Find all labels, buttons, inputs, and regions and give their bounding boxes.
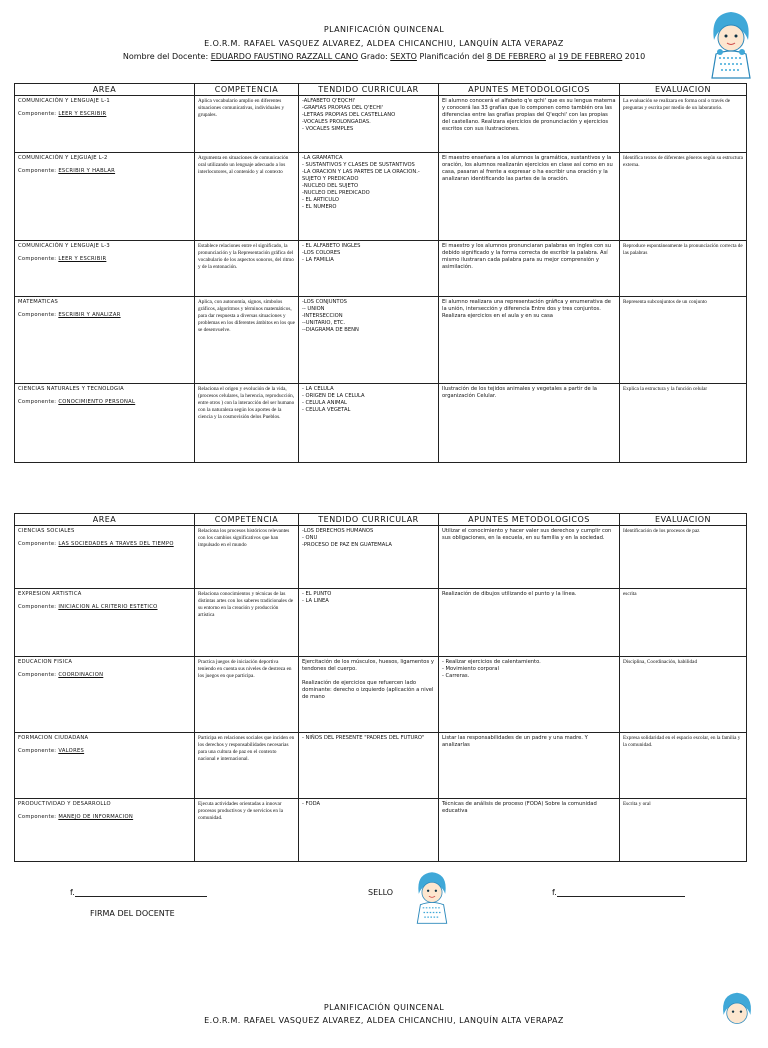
component-line <box>18 399 191 406</box>
competencia-cell: Relaciona los procesos históricos relevantes con los cambios significativos que han impulsado en el mundo <box>195 526 299 589</box>
evaluacion-cell: Identificación de los procesos de paz <box>620 526 747 589</box>
component-line <box>18 748 191 755</box>
area-cell <box>15 589 195 657</box>
component-label: Componente: <box>18 256 57 263</box>
evaluacion-cell: Reproduce espontáneamente la pronunciación correcta de las palabras <box>620 241 747 297</box>
area-cell <box>15 153 195 241</box>
area-name: CIENCIAS NATURALES Y TECNOLOGIA <box>18 386 125 392</box>
area-name: PRODUCTIVIDAD Y DESARROLLO <box>18 801 111 807</box>
signature-line-left <box>75 888 207 897</box>
tendido-cell: - NIÑOS DEL PRESENTE "PADRES DEL FUTURO" <box>299 733 439 799</box>
signature-right <box>552 888 685 897</box>
col-tendido: TENDIDO CURRICULAR <box>299 514 439 526</box>
tendido-cell: -ALFABETO Q'EQCHI' -GRAFIAS PROPIAS DEL Q'ECHI' -LETRAS PROPIAS DEL CASTELLANO -VOCALES PROLONGADAS. - VOCALES SIMPLES <box>299 96 439 153</box>
evaluacion-cell: Disciplina, Coordinación, habilidad <box>620 657 747 733</box>
area-name: MATEMATICAS <box>18 299 59 305</box>
tendido-cell: - FODA <box>299 799 439 862</box>
apuntes-cell: - Realizar ejercicios de calentamiento. - Movimiento corporal - Carreras. <box>439 657 620 733</box>
col-competencia: COMPETENCIA <box>195 84 299 96</box>
school-name: E.O.R.M. RAFAEL VASQUEZ ALVAREZ, ALDEA CHICANCHIU, LANQUÍN ALTA VERAPAZ <box>204 39 564 48</box>
f-right-label: f. <box>552 888 557 897</box>
component-value: LEER Y ESCRIBIR <box>58 111 107 118</box>
firma-docente-label: FIRMA DEL DOCENTE <box>90 909 175 918</box>
table-row <box>15 384 747 463</box>
page-title: PLANIFICACIÓN QUINCENAL <box>323 25 445 34</box>
competencia-cell: Practica juegos de iniciación deportiva teniendo en cuenta sus niveles de destreza en los juegos en que participa. <box>195 657 299 733</box>
table-row <box>15 526 747 589</box>
tendido-cell: - EL PUNTO - LA LINEA <box>299 589 439 657</box>
docente-line <box>0 52 768 61</box>
component-line <box>18 541 191 548</box>
table-row <box>15 733 747 799</box>
area-name: EDUCACION FISICA <box>18 659 73 665</box>
evaluacion-cell: La evaluación se realizara en forma oral o través de preguntas y escrita por medio de un laboratorio. <box>620 96 747 153</box>
table-row <box>15 153 747 241</box>
col-evaluacion: EVALUACION <box>620 84 747 96</box>
anio: 2010 <box>624 52 646 61</box>
fecha-hasta: 19 DE FEBRERO <box>558 52 623 61</box>
evaluacion-cell: Escrita y oral <box>620 799 747 862</box>
footer-girl-icon <box>712 988 762 1048</box>
girl-illustration-icon <box>700 6 762 82</box>
footer-school: E.O.R.M. RAFAEL VASQUEZ ALVAREZ, ALDEA CHICANCHIU, LANQUÍN ALTA VERAPAZ <box>204 1016 564 1025</box>
evaluacion-cell: Identifica textos de diferentes géneros según su estructura externa. <box>620 153 747 241</box>
tendido-cell: -LA GRAMATICA - SUSTANTIVOS Y CLASES DE SUSTANTIVOS -LA ORACION Y LAS PARTES DE LA ORACION.- SUJETO Y PREDICADO -NUCLEO DEL SUJETO -NUCLEO DEL PREDICADO - EL ARTICULO - EL NUMERO <box>299 153 439 241</box>
planning-table-2 <box>14 513 747 862</box>
tendido-cell: - LA CELULA - ORIGEN DE LA CELULA - CELULA ANIMAL - CELULA VEGETAL <box>299 384 439 463</box>
col-area: AREA <box>15 514 195 526</box>
area-cell <box>15 297 195 384</box>
competencia-cell: Aplica vocabulario amplio en diferentes situaciones comunicativas, individuales y grupales. <box>195 96 299 153</box>
competencia-cell: Establece relaciones entre el significado, la pronunciación y la Representación gráfica del vocabulario de los aspectos sonoros, del ritmo y de la entonación. <box>195 241 299 297</box>
area-cell <box>15 241 195 297</box>
component-line <box>18 604 191 611</box>
apuntes-cell: Realización de dibujos utilizando el punto y la línea. <box>439 589 620 657</box>
component-line <box>18 672 191 679</box>
table-header-row <box>15 84 747 96</box>
competencia-cell: Argumenta en situaciones de comunicación oral utilizando un lenguaje adecuado a los interlocutores, al contenido y al contexto <box>195 153 299 241</box>
table-row <box>15 589 747 657</box>
table-row <box>15 297 747 384</box>
competencia-cell: Ejecuta actividades orientadas a innovar procesos productivos y de servicios en la comunidad. <box>195 799 299 862</box>
signature-left <box>70 888 207 897</box>
evaluacion-cell: Representa subconjuntos de un conjunto <box>620 297 747 384</box>
apuntes-cell: El maestro y los alumnos pronunciaran palabras en ingles con su debido significado y la forma correcta de escribir la palabra. Así mismo ilustraran cada palabra para su mejor comprensión y asimilación. <box>439 241 620 297</box>
component-label: Componente: <box>18 814 57 821</box>
table-row <box>15 241 747 297</box>
component-line <box>18 312 191 319</box>
table-row <box>15 96 747 153</box>
component-value: INICIACION AL CRITERIO ESTETICO <box>58 604 158 611</box>
evaluacion-cell: Explica la estructura y la función celular <box>620 384 747 463</box>
col-area: AREA <box>15 84 195 96</box>
grado-label: Grado: <box>360 52 388 61</box>
grado-value: SEXTO <box>390 52 417 61</box>
component-label: Componente: <box>18 399 57 406</box>
tendido-cell: Ejercitación de los músculos, huesos, ligamentos y tendones del cuerpo. Realización de ejercicios que refuercen lado dominante: derecho o izquierdo (aplicación a nivel de mano <box>299 657 439 733</box>
col-evaluacion: EVALUACION <box>620 514 747 526</box>
component-label: Componente: <box>18 604 57 611</box>
area-cell <box>15 799 195 862</box>
sello-label: SELLO <box>368 888 394 897</box>
evaluacion-cell: escrita <box>620 589 747 657</box>
docente-label: Nombre del Docente: <box>122 52 209 61</box>
fecha-desde: 8 DE FEBRERO <box>486 52 546 61</box>
component-line <box>18 814 191 821</box>
stamp-girl-icon <box>408 862 456 932</box>
component-line <box>18 168 191 175</box>
apuntes-cell: Listar las responsabilidades de un padre y una madre. Y analizarlas <box>439 733 620 799</box>
table-header-row <box>15 514 747 526</box>
tendido-cell: -LOS DERECHOS HUMANOS - ONU -PROCESO DE PAZ EN GUATEMALA <box>299 526 439 589</box>
area-name: COMUNICACIÓN Y LEJGUAJE L-2 <box>18 155 108 161</box>
component-label: Componente: <box>18 312 57 319</box>
area-cell <box>15 96 195 153</box>
component-label: Componente: <box>18 748 57 755</box>
component-line <box>18 111 191 118</box>
table-row <box>15 799 747 862</box>
component-value: ESCRIBIR Y ANALIZAR <box>58 312 121 319</box>
competencia-cell: Aplica, con autonomía, signos, símbolos gráficos, algoritmos y términos matemáticos, para dar respuesta a diversas situaciones y problemas en los diferentes ámbitos en los que se desenvuelve. <box>195 297 299 384</box>
docente-name: EDUARDO FAUSTINO RAZZALL CANO <box>210 52 359 61</box>
tendido-cell: - EL ALFABETO INGLES -LOS COLORES - LA FAMILIA <box>299 241 439 297</box>
col-apuntes: APUNTES METODOLOGICOS <box>439 84 620 96</box>
component-label: Componente: <box>18 541 57 548</box>
planificacion-label: Planificación del <box>419 52 485 61</box>
col-competencia: COMPETENCIA <box>195 514 299 526</box>
col-tendido: TENDIDO CURRICULAR <box>299 84 439 96</box>
component-value: MANEJO DE INFORMACION <box>58 814 134 821</box>
evaluacion-cell: Expresa solidaridad en el espacio escolar, en la familia y la comunidad. <box>620 733 747 799</box>
planning-table-1 <box>14 83 747 463</box>
area-cell <box>15 526 195 589</box>
area-name: CIENCIAS SOCIALES <box>18 528 75 534</box>
component-value: LAS SOCIEDADES A TRAVES DEL TIEMPO <box>58 541 174 548</box>
component-label: Componente: <box>18 672 57 679</box>
apuntes-cell: El alumno conocerá el alfabeto q'e qchi' que es su lengua materna y conocerá las 33 grafías que lo componen como también ora las diferencias entre las grafías propias del Q'eqchi' con las propias del castellano. Realizara ejercicios de pronunciación y ejercicios escritos con sus ilustraciones. <box>439 96 620 153</box>
area-cell <box>15 657 195 733</box>
component-value: VALORES <box>58 748 85 755</box>
component-value: CONOCIMIENTO PERSONAL <box>58 399 136 406</box>
signature-line-right <box>557 888 685 897</box>
tendido-cell: -LOS CONJUNTOS -- UNION -INTERSECCION --UNITARIO, ETC. --DIAGRAMA DE BENN <box>299 297 439 384</box>
footer-title: PLANIFICACIÓN QUINCENAL <box>323 1003 445 1012</box>
competencia-cell: Participa en relaciones sociales que inciden en los derechos y responsabilidades necesarias para una cultura de paz en el contexto nacional e internacional. <box>195 733 299 799</box>
component-value: LEER Y ESCRIBIR <box>58 256 107 263</box>
competencia-cell: Relaciona conocimientos y técnicas de las distintas artes con los saberes tradicionales de su entorno en la creación y producción artística <box>195 589 299 657</box>
al-label: al <box>548 52 556 61</box>
area-cell <box>15 384 195 463</box>
area-name: EXPRESION ARTISTICA <box>18 591 82 597</box>
area-name: FORMACION CIUDADANA <box>18 735 89 741</box>
f-left-label: f. <box>70 888 75 897</box>
component-line <box>18 256 191 263</box>
apuntes-cell: Utilizar el conocimiento y hacer valer sus derechos y cumplir con sus obligaciones, en la escuela, en su familia y en la sociedad. <box>439 526 620 589</box>
component-value: ESCRIBIR Y HABLAR <box>58 168 116 175</box>
apuntes-cell: El alumno realizara una representación gráfica y enumerativa de la unión, intersección y diferencia Entre dos y tres conjuntos. Realizara ejercicios en el aula y en su casa <box>439 297 620 384</box>
apuntes-cell: El maestro enseñara a los alumnos la gramática, sustantivos y la oración, los alumnos realizarán ejercicios en clase así como en su casa, pasaran al frente a expresar o ha escribir una oración y la analizaran identificando las partes de la oración. <box>439 153 620 241</box>
apuntes-cell: Técnicas de análisis de proceso (FODA) Sobre la comunidad educativa <box>439 799 620 862</box>
table-row <box>15 657 747 733</box>
area-name: COMUNICACIÓN Y LENGUAJE L-1 <box>18 98 110 104</box>
col-apuntes: APUNTES METODOLOGICOS <box>439 514 620 526</box>
apuntes-cell: Ilustración de los tejidos animales y vegetales a partir de la organización Celular. <box>439 384 620 463</box>
area-cell <box>15 733 195 799</box>
component-value: COORDINACION <box>58 672 104 679</box>
competencia-cell: Relaciona el origen y evolución de la vida, (procesos celulares, la herencia, reproducción, entre otros ) con la interacción del ser humano con la naturaleza según los aportes de la ciencia y la cosmovisión delos Pueblos. <box>195 384 299 463</box>
component-label: Componente: <box>18 111 57 118</box>
area-name: COMUNICACIÓN Y LENGUAJE L-3 <box>18 243 110 249</box>
component-label: Componente: <box>18 168 57 175</box>
